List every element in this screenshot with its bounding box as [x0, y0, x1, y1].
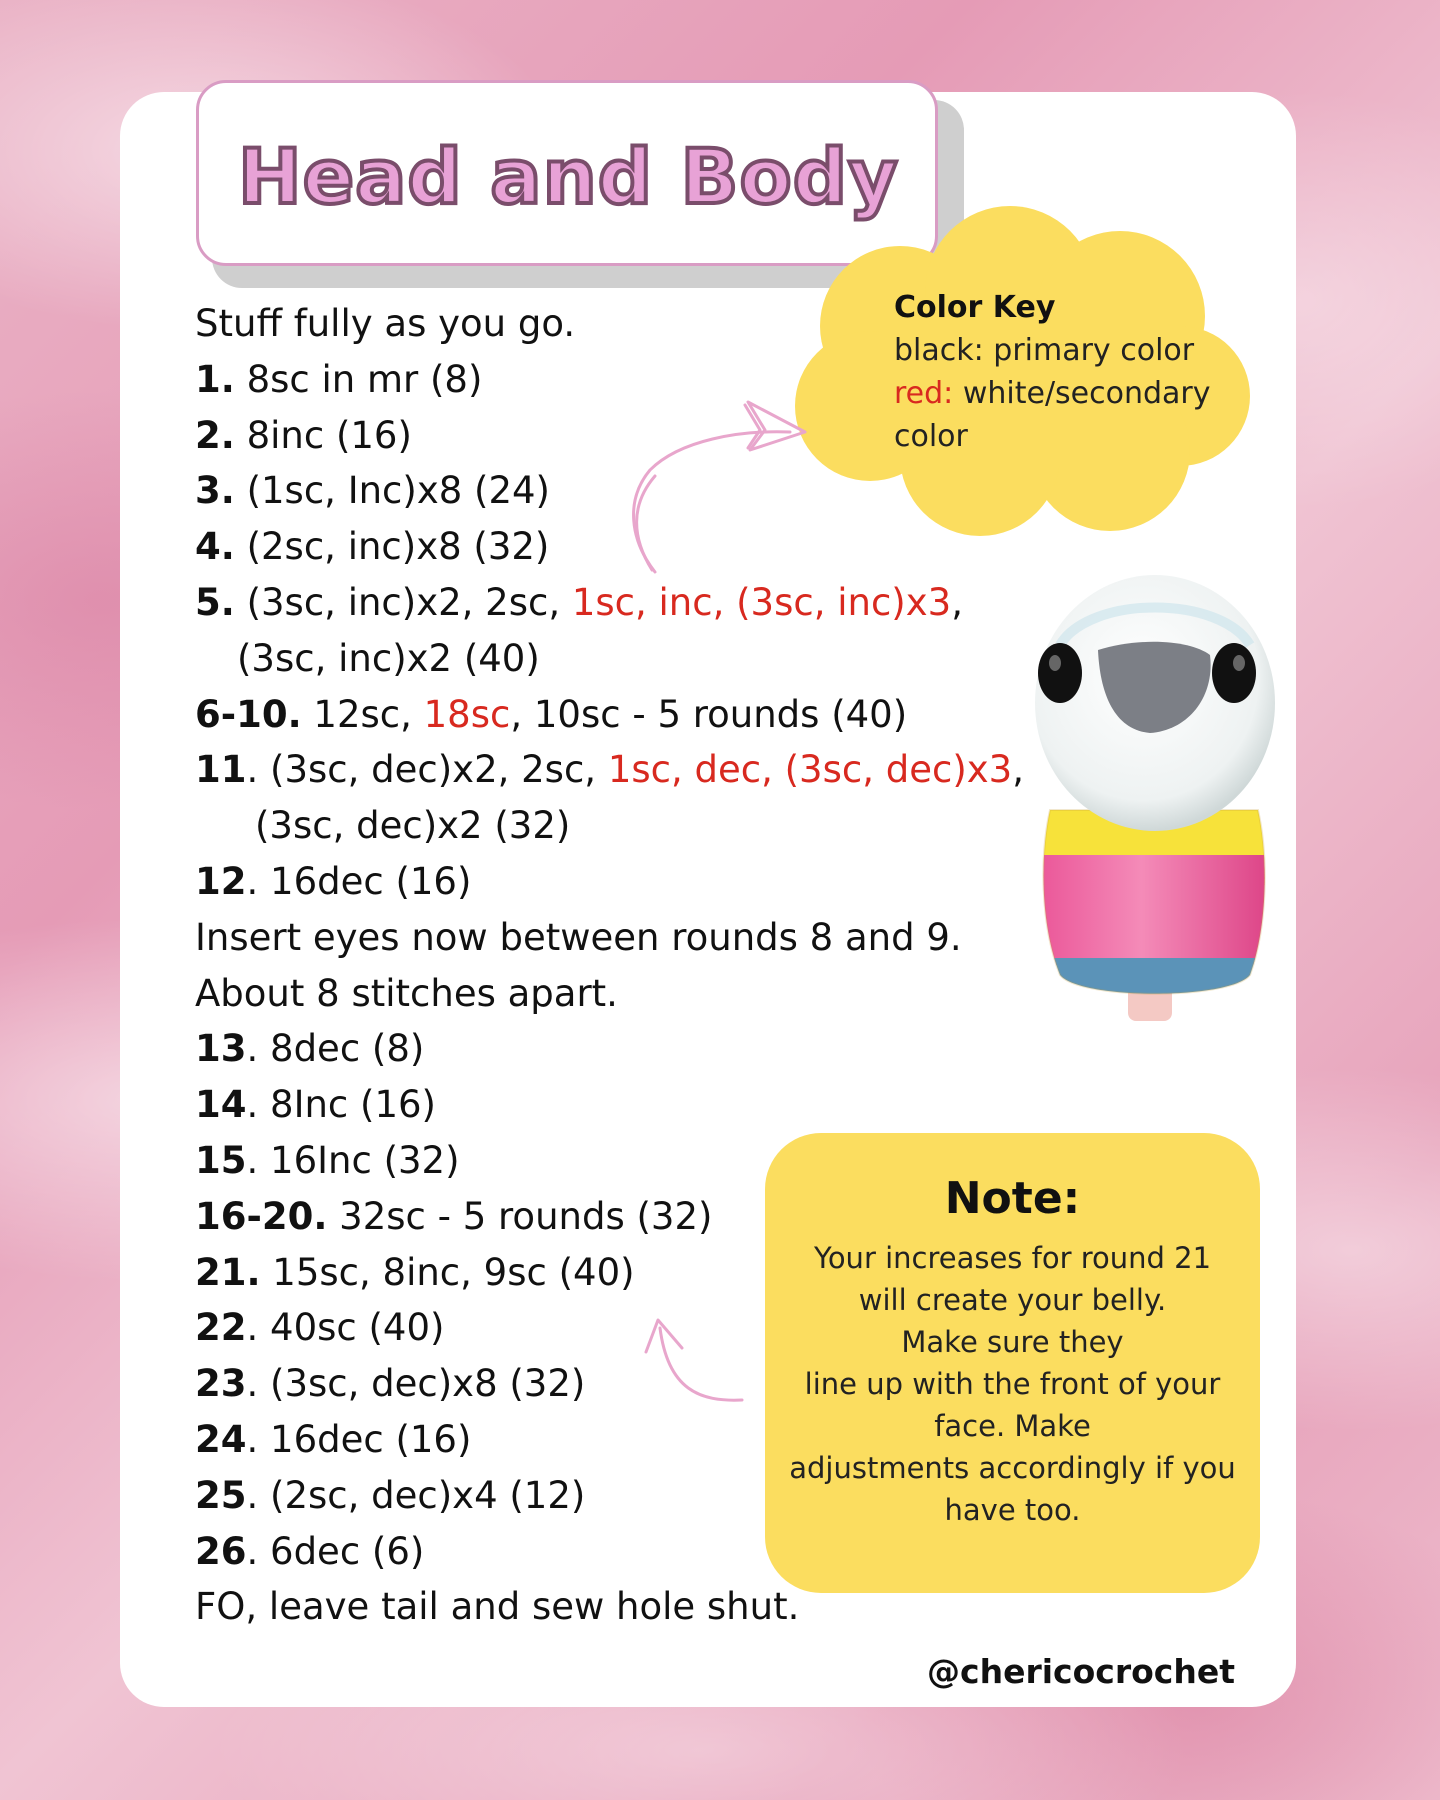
color-key-heading: Color Key: [894, 290, 1056, 325]
note-line: face. Make: [934, 1409, 1091, 1443]
round-4: [195, 519, 1055, 575]
round-text: . 8dec (8): [246, 1027, 425, 1071]
round-text: . 6dec (6): [246, 1529, 425, 1573]
round-6-10: [195, 687, 1055, 743]
note-body: [775, 1237, 1250, 1531]
color-key-red-cont: color: [894, 419, 968, 454]
round-14: [195, 1077, 1055, 1133]
round-text: . 40sc (40): [246, 1306, 445, 1350]
note-title: Note:: [944, 1173, 1081, 1224]
note-line: line up with the front of your: [804, 1367, 1221, 1401]
round-text: . (3sc, dec)x2, 2sc,: [246, 748, 608, 792]
round-3: [195, 463, 1055, 519]
round-text: 32sc - 5 rounds (32): [327, 1194, 713, 1238]
round-12: [195, 854, 1055, 910]
crochet-plush-photo: [1020, 555, 1290, 1055]
plush-eye-right: [1212, 643, 1256, 703]
round-1: [195, 352, 1055, 408]
round-number: 14: [195, 1083, 247, 1127]
instruction-intro: Stuff fully as you go.: [195, 302, 576, 345]
round-number: 25: [195, 1473, 247, 1517]
eyes-instruction-2: About 8 stitches apart.: [195, 971, 618, 1015]
round-text: (3sc, inc)x2, 2sc,: [234, 580, 572, 624]
round-text-secondary: 1sc, dec, (3sc, dec)x3: [607, 748, 1013, 792]
round-number: 23: [195, 1362, 247, 1406]
note-line: Your increases for round 21: [813, 1241, 1212, 1275]
round-number: 12: [195, 859, 247, 903]
round-number: 3.: [195, 469, 235, 513]
eyes-instruction-1: Insert eyes now between rounds 8 and 9.: [195, 915, 962, 959]
round-text: 8inc (16): [234, 413, 412, 457]
round-11-cont: (3sc, dec)x2 (32): [255, 804, 571, 848]
round-text: . 16dec (16): [246, 859, 472, 903]
round-5: [195, 575, 1055, 631]
round-number: 6-10.: [195, 692, 302, 736]
note-line: adjustments accordingly if you: [789, 1451, 1236, 1485]
round-text: 15sc, 8inc, 9sc (40): [260, 1250, 635, 1294]
round-text: 12sc,: [301, 692, 424, 736]
round-text: (1sc, Inc)x8 (24): [234, 469, 550, 513]
color-key-black: black: primary color: [894, 333, 1195, 368]
round-number: 4.: [195, 525, 235, 569]
round-number: 5.: [195, 580, 235, 624]
round-number: 22: [195, 1306, 247, 1350]
note-line: will create your belly.: [858, 1283, 1167, 1317]
author-handle: @chericocrochet: [927, 1652, 1235, 1691]
color-key-red-label: red:: [894, 376, 954, 411]
round-number: 2.: [195, 413, 235, 457]
round-text: . 16Inc (32): [246, 1138, 460, 1182]
round-number: 1.: [195, 357, 235, 401]
note-line: have too.: [944, 1493, 1081, 1527]
round-text: , 10sc - 5 rounds (40): [510, 692, 908, 736]
round-11: [195, 742, 1055, 798]
color-key-red-text: white/secondary: [953, 376, 1211, 411]
round-text: ,: [1012, 748, 1024, 792]
round-5-cont: (3sc, inc)x2 (40): [237, 636, 540, 680]
round-2: [195, 408, 1055, 464]
round-13: [195, 1021, 1055, 1077]
page-title: Head and Body: [238, 132, 899, 221]
round-text: . (2sc, dec)x4 (12): [246, 1473, 586, 1517]
round-text: ,: [951, 580, 963, 624]
round-number: 11: [195, 748, 247, 792]
round-text: 8sc in mr (8): [234, 357, 483, 401]
plush-eye-left: [1038, 643, 1082, 703]
round-text: . 8Inc (16): [246, 1083, 436, 1127]
round-number: 16-20.: [195, 1194, 328, 1238]
round-number: 26: [195, 1529, 247, 1573]
round-number: 21.: [195, 1250, 261, 1294]
round-text-secondary: 1sc, inc, (3sc, inc)x3: [571, 580, 952, 624]
round-number: 13: [195, 1027, 247, 1071]
round-text-secondary: 18sc: [423, 692, 511, 736]
round-number: 15: [195, 1138, 247, 1182]
round-text: . (3sc, dec)x8 (32): [246, 1362, 586, 1406]
finish-instruction: FO, leave tail and sew hole shut.: [195, 1585, 800, 1629]
note-box: [765, 1133, 1260, 1593]
round-number: 24: [195, 1417, 247, 1461]
round-text: (2sc, inc)x8 (32): [234, 525, 550, 569]
round-text: . 16dec (16): [246, 1417, 472, 1461]
note-line: Make sure they: [901, 1325, 1124, 1359]
